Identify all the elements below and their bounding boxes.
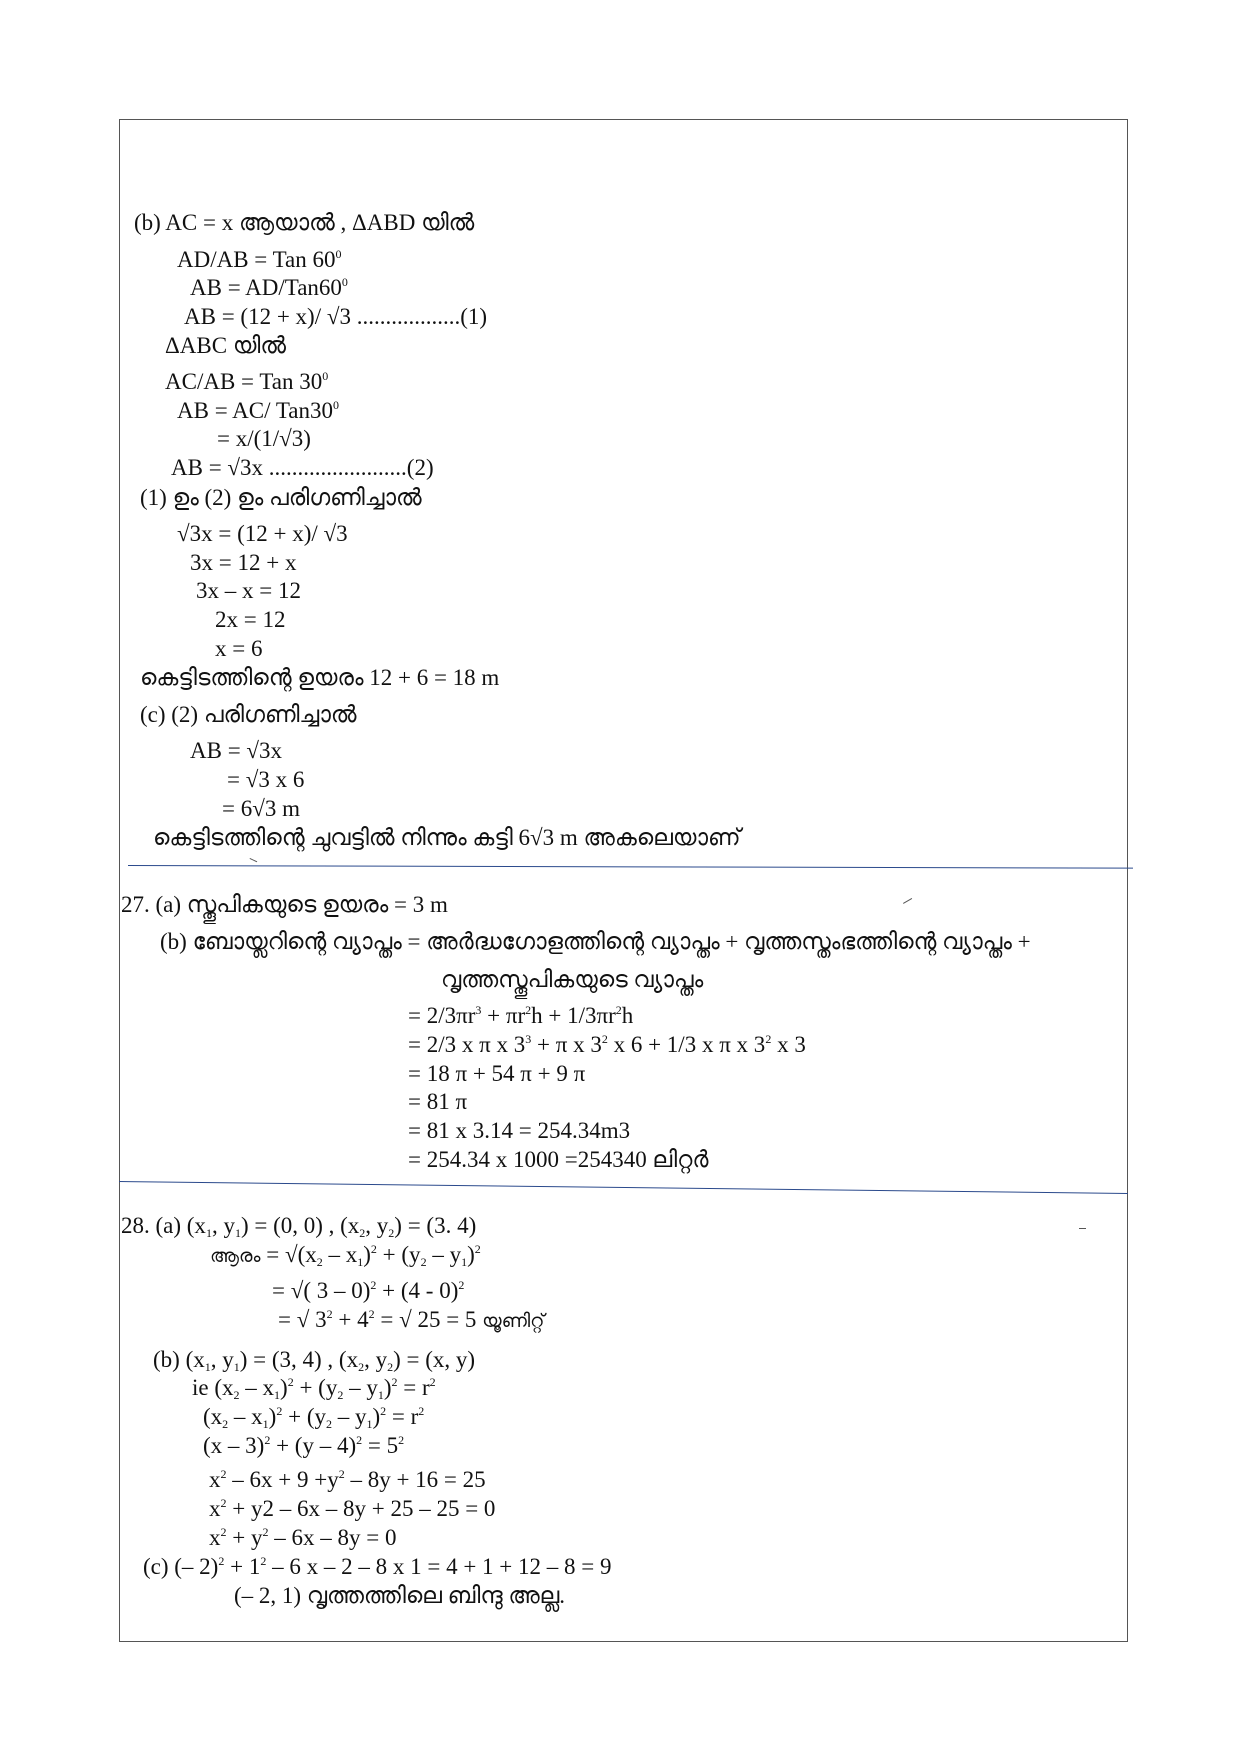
eq-ab-ad-tan60: AB = $AD/Tan60^0$	[190, 275, 348, 300]
q27-formula-4: = 81 π	[408, 1089, 468, 1114]
q28-c: (c) (– $2)^2 + 1^2 - 6$ x – 2 – 8 x 1 = 4 + 1 + 12 – 8 = 9	[143, 1554, 612, 1579]
q28-circle-eq-3: $(x - 3)^2 + (y - 4)^2 = 5^2$	[203, 1433, 405, 1458]
eq-6root3: = 6√3 m	[222, 796, 300, 821]
consider-1-2: (1) ഉം (2) ഉം പരിഗണിച്ചാൽ	[140, 485, 422, 510]
eq-2x: 2x = 12	[215, 607, 286, 632]
q27-b-line2: വൃത്തസ്തൂപികയുടെ വ്യാപ്തം	[441, 967, 704, 992]
q27-formula-2: = 2/3 x π x $3^3 + \pi$ x $3^2$ x 6 + 1/3 x π x $3^2$ x 3	[408, 1032, 806, 1057]
section-b-intro: (b) AC = x ആയാൽ , ΔABD യിൽ	[134, 210, 475, 235]
distance-statement: കെട്ടിടത്തിന്റെ ചുവട്ടിൽ നിന്നും കട്ടി 6√3 m അകലെയാണ്	[153, 825, 741, 850]
q28-radius-result: = √ $3^2 + 4^2$ = √ 25 = 5 യൂണിറ്റ്	[278, 1307, 545, 1332]
q28-c-conclusion: (– 2, 1) വൃത്തത്തിലെ ബിന്ദു അല്ല.	[234, 1583, 566, 1608]
q28-circle-eq-1: ie $(x_2 - x_1)^2 + (y_2 - y_1)^2 = r^2$	[192, 1375, 436, 1402]
eq-x-over-root3: = x/(1/√3)	[217, 426, 311, 451]
q27-formula-6: = 254.34 x 1000 =254340 ലിറ്റർ	[408, 1147, 709, 1172]
building-height: കെട്ടിടത്തിന്റെ ഉയരം 12 + 6 = 18 m	[140, 665, 500, 690]
eq-ac-ab-tan30: AC/AB = Tan $30^0$	[165, 369, 329, 394]
q28-radius-formula: ആരം = $√(x_2 - x_1)^2 + (y_2 - y_1)^2$	[210, 1242, 481, 1269]
q27-b-line1: (b) ബോയ്ലറിന്റെ വ്യാപ്തം = അർദ്ധഗോളത്തിന്റെ വ്യാപ്തം + വൃത്തസ്തംഭത്തിന്റെ വ്യാപ്തം +	[160, 929, 1031, 954]
q27-formula-3: = 18 π + 54 π + 9 π	[408, 1061, 586, 1086]
q27-a: 27. (a) സ്തൂപികയുടെ ഉയരം = 3 m	[121, 892, 448, 917]
q28-circle-eq-4: $x^2 - 6x + 9 +y^2 - 8y + 16 = 25$	[209, 1467, 486, 1492]
triangle-abc-label: ΔABC യിൽ	[165, 333, 287, 358]
eq-root3x: √3x = (12 + x)/ √3	[177, 521, 348, 546]
q28-circle-eq-6: $x^2 + y^2 - 6x - 8y = 0$	[209, 1525, 397, 1550]
q27-formula-5: = 81 x 3.14 = 254.34m3	[408, 1118, 631, 1143]
eq-ab-ac-tan30: AB = AC/ $Tan30^0$	[177, 398, 339, 423]
q28-circle-eq-2: $(x_2 - x_1)^2 + (y_2 - y_1)^2 = r^2$	[203, 1404, 425, 1431]
eq-root3-x-6: = √3 x 6	[227, 767, 305, 792]
q27-formula-1: = $2/3\pi r^3 + \pi r^2h + 1/3\pi r^2h$	[408, 1003, 634, 1028]
eq-ab-1: AB = (12 + x)/ √3 ..................(1)	[184, 304, 488, 329]
q28-a: 28. (a) ($x_1$, $y_1) = (0$, 0) , ($x_2$, $y_2) = (3$. 4)	[121, 1213, 477, 1240]
eq-ab-2: AB = √3x ........................(2)	[171, 455, 434, 480]
pen-mark	[1079, 1228, 1086, 1229]
q28-circle-eq-5: $x^2 + y2 - 6x - 8y + 25 - 25 = 0$	[209, 1496, 496, 1521]
q28-b: (b) ($x_1$, $y_1) = (3$, 4) , ($x_2$, $y_2) = (x$, y)	[153, 1347, 476, 1374]
eq-x-6: x = 6	[215, 636, 263, 661]
eq-3x: 3x = 12 + x	[190, 550, 297, 575]
section-c-intro: (c) (2) പരിഗണിച്ചാൽ	[140, 702, 357, 727]
eq-ab-root3x: AB = √3x	[190, 738, 283, 763]
eq-ad-ab-tan60: AD/AB = Tan $60^0$	[177, 247, 342, 272]
eq-3x-minus-x: 3x – x = 12	[196, 578, 301, 603]
q28-radius-substitution: = √( 3 – 0)$^2$ + (4 - 0)$^2$	[272, 1278, 465, 1303]
